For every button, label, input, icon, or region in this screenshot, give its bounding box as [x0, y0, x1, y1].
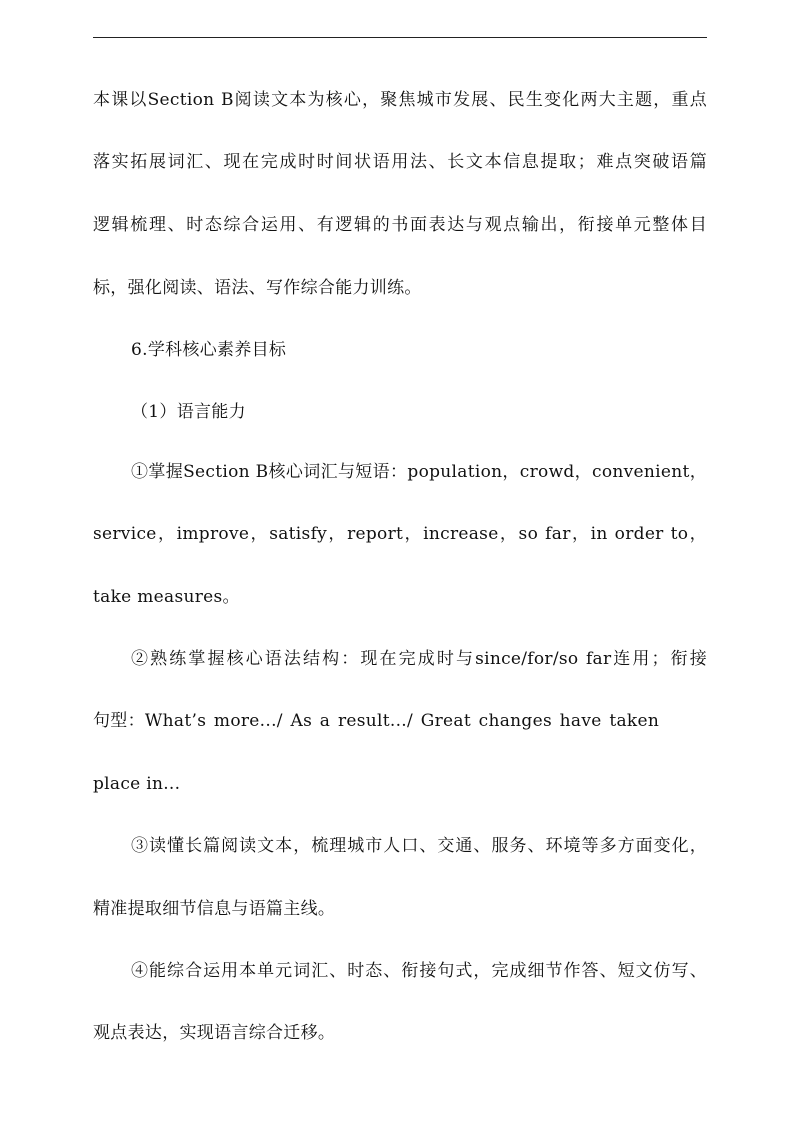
item1-line-2: service，improve，satisfy，report，increase，so far，in order to， [93, 524, 707, 544]
intro-line-3: 逻辑梳理、时态综合运用、有逻辑的书面表达与观点输出，衔接单元整体目 [93, 215, 707, 235]
intro-line-2: 落实拓展词汇、现在完成时时间状语用法、长文本信息提取；难点突破语篇 [93, 152, 707, 172]
item2-line-1: ②熟练掌握核心语法结构：现在完成时与since/for/so far连用；衔接 [131, 649, 707, 669]
item1-line-3: take measures。 [93, 587, 240, 607]
intro-line-1: 本课以Section B阅读文本为核心，聚焦城市发展、民生变化两大主题，重点 [93, 90, 707, 110]
item3-line-2: 精准提取细节信息与语篇主线。 [93, 899, 336, 919]
item2-line-3: place in... [93, 774, 181, 794]
item4-line-1: ④能综合运用本单元词汇、时态、衔接句式，完成细节作答、短文仿写、 [131, 961, 707, 981]
sub-heading: （1）语言能力 [131, 402, 246, 422]
item3-line-1: ③读懂长篇阅读文本，梳理城市人口、交通、服务、环境等多方面变化， [131, 836, 707, 856]
item2-line-2: 句型：What’s more.../ As a result.../ Great changes have taken [93, 711, 660, 731]
intro-line-4: 标，强化阅读、语法、写作综合能力训练。 [93, 278, 422, 298]
item4-line-2: 观点表达，实现语言综合迁移。 [93, 1023, 336, 1043]
header-rule [93, 37, 707, 38]
section-heading: 6.学科核心素养目标 [131, 340, 287, 360]
item1-line-1: ①掌握Section B核心词汇与短语：population，crowd，convenient， [131, 462, 707, 482]
